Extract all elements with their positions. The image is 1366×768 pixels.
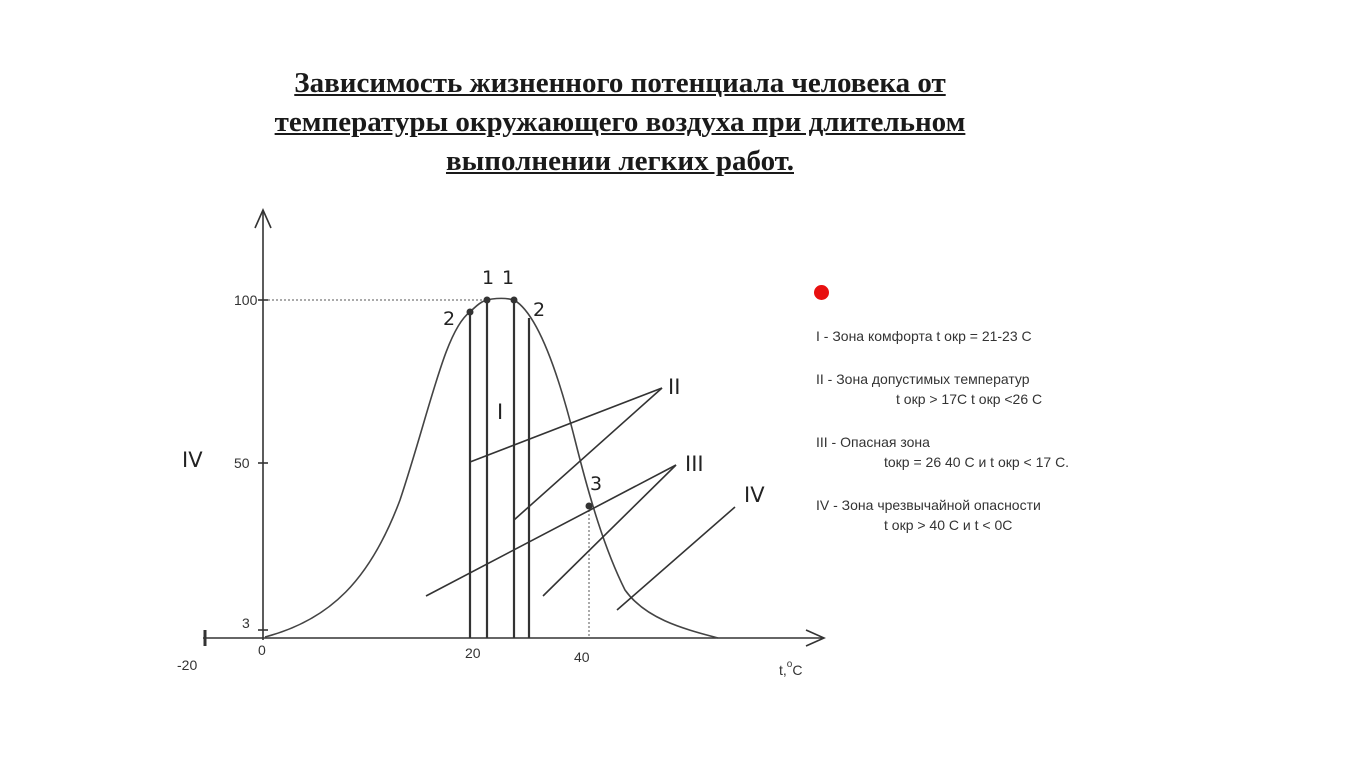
y-label-100: 100	[234, 292, 258, 308]
point-label-2-left: 2	[443, 308, 456, 330]
x-label-20: 20	[465, 645, 481, 661]
x-label-40: 40	[574, 649, 590, 665]
point-1-left-marker	[484, 297, 491, 304]
title-line-2: температуры окружающего воздуха при длительном	[274, 106, 966, 138]
point-label-2-right: 2	[533, 299, 546, 321]
zone-label-II: II	[668, 375, 681, 399]
title-line-3: выполнении легких работ.	[445, 145, 794, 177]
zone-label-IV-left: IV	[182, 448, 203, 472]
x-axis-title-degree: o	[786, 659, 793, 670]
legend-zone-1	[816, 326, 1032, 346]
legend-zone-4-line-2: t окр > 40 С и t < 0С	[884, 517, 1013, 533]
x-axis-title	[779, 659, 802, 678]
point-label-3: 3	[590, 473, 603, 495]
point-2-left-marker	[467, 309, 474, 316]
x-label-0: 0	[258, 642, 266, 658]
legend-zone-4-line-1: IV - Зона чрезвычайной опасности	[816, 497, 1041, 513]
y-label-50: 50	[234, 455, 250, 471]
point-label-1-right: 1	[502, 267, 515, 289]
legend-zone-4	[816, 495, 1041, 535]
zone-label-III: III	[685, 452, 704, 476]
zone-label-IV-right: IV	[744, 483, 765, 507]
legend-zone-3-line-2: tокр = 26 40 С и t окр < 17 С.	[884, 454, 1070, 470]
title-line-1: Зависимость жизненного потенциала человека от	[294, 67, 946, 99]
legend-bullet-dot	[814, 285, 829, 300]
point-label-1-left: 1	[482, 267, 495, 289]
legend-zone-3-line-1: III - Опасная зона	[816, 434, 930, 450]
point-3-marker	[586, 503, 593, 510]
legend-zone-3	[816, 432, 1069, 472]
zone-label-I: I	[497, 400, 504, 424]
point-1-right-marker	[511, 297, 518, 304]
legend-zone-2-line-1: II - Зона допустимых температур	[816, 371, 1030, 387]
callout-III-a	[426, 465, 676, 596]
legend-zone-2	[816, 369, 1042, 409]
potential-curve	[265, 298, 718, 638]
legend-zone-2-line-2: t окр > 17С t окр <26 С	[896, 391, 1043, 407]
y-label-3: 3	[242, 615, 250, 631]
x-axis-title-unit: C	[792, 662, 803, 678]
x-axis-title-t: t,	[779, 662, 787, 678]
callout-IV	[617, 507, 735, 610]
x-label-minus20: -20	[177, 657, 198, 673]
legend-zone-1-text: I - Зона комфорта t окр = 21-23 С	[816, 328, 1032, 344]
